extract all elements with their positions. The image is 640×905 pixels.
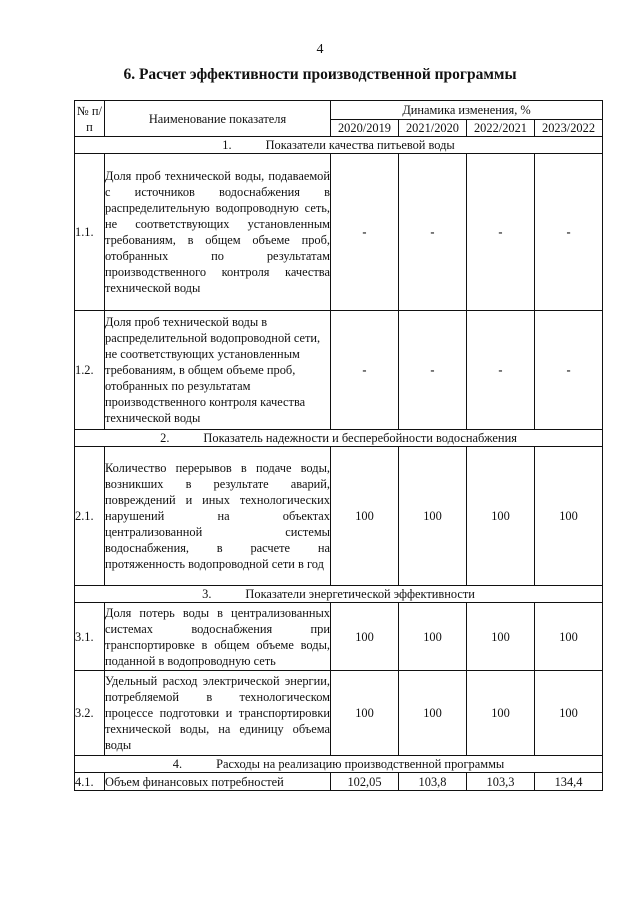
document-title: 6. Расчет эффективности производственной программы [123, 66, 517, 83]
row-value: 100 [331, 671, 399, 756]
row-number: 3.1. [75, 603, 105, 671]
row-indicator-name: Количество перерывов в подаче воды, возникших в результате аварий, повреждений и иных технологических нарушений на объектах централизованной системы водоснабжения, в расчете на протяженность водопроводной сети в год [105, 447, 331, 586]
row-value: 100 [535, 671, 603, 756]
section-row [75, 756, 603, 773]
row-value: 100 [331, 447, 399, 586]
row-value: 100 [399, 671, 467, 756]
section-title: Расходы на реализацию производственной программы [216, 757, 505, 771]
row-indicator-name: Удельный расход электрической энергии, потребляемой в технологическом процессе подготовки и транспортировки технической воды, на единицу объема воды [105, 671, 331, 756]
row-value: 100 [535, 603, 603, 671]
section-number: 2. [160, 431, 170, 445]
section-title: Показатели качества питьевой воды [265, 138, 455, 152]
table-row [75, 773, 603, 791]
section-row [75, 430, 603, 447]
row-value: 100 [467, 447, 535, 586]
header-year: 2022/2021 [467, 120, 535, 137]
row-value: 103,3 [467, 773, 535, 791]
header-year: 2023/2022 [535, 120, 603, 137]
row-indicator-name: Доля проб технической воды, подаваемой с источников водоснабжения в распределительную водопроводную сеть, не соответствующих установленным требованиям, в общем объеме проб, отобранных по результатам производственного контроля качества технической воды [105, 154, 331, 311]
row-value: - [399, 154, 467, 311]
row-value: 100 [399, 447, 467, 586]
section-number: 4. [172, 757, 183, 771]
table-row [75, 154, 603, 311]
row-value: - [399, 311, 467, 430]
row-value: - [331, 154, 399, 311]
table-row [75, 311, 603, 430]
row-number: 4.1. [75, 773, 105, 791]
row-indicator-name: Доля потерь воды в централизованных системах водоснабжения при транспортировке в общем объеме воды, поданной в водопроводную сеть [105, 603, 331, 671]
header-dynamics: Динамика изменения, % [331, 101, 603, 120]
row-number: 1.2. [75, 311, 105, 430]
header-indicator-name: Наименование показателя [105, 101, 331, 137]
row-indicator-name: Доля проб технической воды в распределительной водопроводной сети, не соответствующих установленным требованиям, в общем объеме проб, отобранных по результатам производственного контроля качества технической воды [105, 311, 331, 430]
row-value: 134,4 [535, 773, 603, 791]
section-title: Показатель надежности и бесперебойности водоснабжения [203, 431, 517, 445]
section-row [75, 137, 603, 154]
row-value: - [535, 311, 603, 430]
efficiency-table [74, 100, 603, 791]
row-value: 100 [399, 603, 467, 671]
row-number: 1.1. [75, 154, 105, 311]
row-number: 2.1. [75, 447, 105, 586]
row-value: 100 [467, 603, 535, 671]
row-indicator-name: Объем финансовых потребностей [105, 773, 331, 791]
section-title: Показатели энергетической эффективности [245, 587, 475, 601]
table-row [75, 603, 603, 671]
header-number: № п/п [75, 101, 105, 137]
row-value: - [467, 311, 535, 430]
row-value: - [535, 154, 603, 311]
section-number: 3. [202, 587, 212, 601]
row-value: 100 [331, 603, 399, 671]
table-row [75, 671, 603, 756]
section-row [75, 586, 603, 603]
header-year: 2020/2019 [331, 120, 399, 137]
row-value: - [331, 311, 399, 430]
table-row [75, 447, 603, 586]
section-number: 1. [222, 138, 232, 152]
row-value: 100 [467, 671, 535, 756]
row-value: 102,05 [331, 773, 399, 791]
header-year: 2021/2020 [399, 120, 467, 137]
row-number: 3.2. [75, 671, 105, 756]
page-number: 4 [316, 42, 324, 57]
row-value: 100 [535, 447, 603, 586]
row-value: 103,8 [399, 773, 467, 791]
row-value: - [467, 154, 535, 311]
